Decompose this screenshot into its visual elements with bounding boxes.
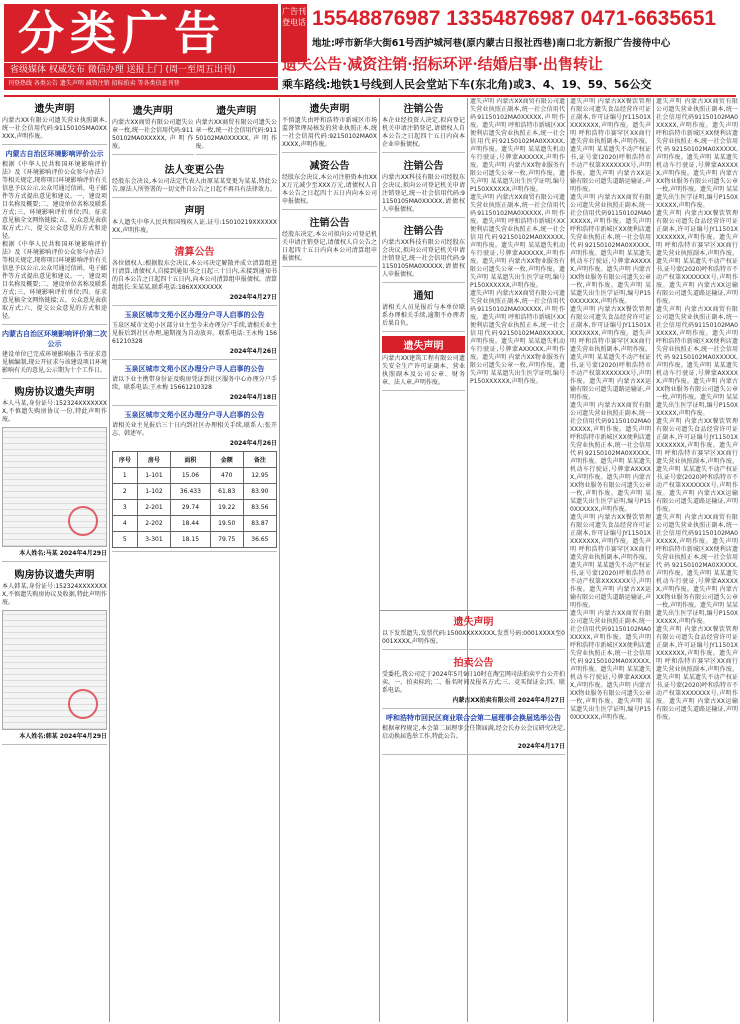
table-row [113, 500, 277, 516]
notice-body: 遗失声明 内蒙古XX餐饮管理有限公司遗失食品经营许可证正副本,许可证编号JY11501XXXXXXXX,声明作废。遗失声明 呼和浩特市赛罕区XX商行遗失营业执照副本,声明作废。遗失声明 某某遗失不动产权证书,证号蒙(2020)呼和浩特市不动产权第XXXXXXX号,声明作废。遗失声明 内蒙古XX运输有限公司遗失道路运输证,声明作废。 [656, 626, 738, 721]
notice [382, 222, 465, 283]
notice [382, 287, 465, 332]
notice-body: 本人韩某,身份证号:152324XXXXXXXX,不慎遗失购房协议及收据,特此声明作废。 [2, 583, 107, 606]
notice-body: 遗失声明 内蒙古XX餐饮管理有限公司遗失食品经营许可证正副本,许可证编号JY11501XXXXXXXX,声明作废。遗失声明 呼和浩特市赛罕区XX商行遗失营业执照副本,声明作废。遗失声明 某某遗失不动产权证书,证号蒙(2020)呼和浩特市不动产权第XXXXXXX号,声明作废。遗失声明 内蒙古XX运输有限公司遗失道路运输证,声明作废。 [570, 98, 651, 193]
notice-title: 清算公告 [174, 247, 215, 258]
notice [282, 214, 377, 267]
notice-body: 遗失声明 内蒙古XX商贸有限公司遗失营业执照正副本,统一社会信用代码91150102MA0XXXXX,声明作废。遗失声明 呼和浩特市新城区XX便利店遗失营业执照正本,统一社会信用代码92150102MA0XXXXX,声明作废。遗失声明 某某遗失机动车行驶证,号牌蒙AXXXXX,声明作废。遗失声明 内蒙古XX物业服务有限公司遗失公章一枚,声明作废。遗失声明 某某遗失出生医学证明,编号P150XXXXXX,声明作废。 [470, 290, 565, 385]
notice [382, 654, 565, 709]
notice-body: 根据《中华人民共和国环境影响评价法》及《环境影响评价公众参与办法》等相关规定,现将项目环境影响评价有关信息予以公示,公众可通过信函、电子邮件等方式提出意见和建议。一、建设项目名称及概要;二、建设单位名称及联系方式;三、环境影响评价单位;四、征求意见稿全文网络链接;五、公众意见表获取方式;六、提交公众意见的方式和途径。 [2, 161, 107, 240]
table-cell: 83.87 [243, 516, 276, 532]
notice-body: 遗失声明 内蒙古XX商贸有限公司遗失营业执照正副本,统一社会信用代码91150102MA0XXXXX,声明作废。遗失声明 呼和浩特市新城区XX便利店遗失营业执照正本,统一社会信用代码92150102MA0XXXXX,声明作废。遗失声明 某某遗失机动车行驶证,号牌蒙AXXXXX,声明作废。遗失声明 内蒙古XX物业服务有限公司遗失公章一枚,声明作废。遗失声明 某某遗失出生医学证明,编号P150XXXXXX,声明作废。 [570, 194, 651, 305]
table-cell: 1-101 [137, 468, 171, 484]
notice-title: 购房协议遗失声明 [14, 570, 95, 581]
table-header-cell: 备注 [243, 452, 276, 468]
notice [112, 243, 277, 306]
notice-body: 内蒙古XX建筑工程有限公司遗失安全生产许可证副本、营业执照副本及公司公章、财务章、法人章,声明作废。 [382, 355, 465, 386]
table-header-cell: 金额 [210, 452, 243, 468]
notice [112, 100, 194, 155]
notice-title: 遗失声明 [216, 106, 257, 117]
notice-body: 以下发票遗失,发票代码:1500XXXXXXXX,发票号码:0001XXXX至0001XXXX,声明作废。 [382, 630, 565, 645]
table-cell: 19.22 [210, 500, 243, 516]
table-cell: 2 [113, 484, 138, 500]
notice-title: 注销公告 [403, 161, 444, 172]
notice [112, 310, 277, 360]
table-cell: 36.433 [171, 484, 210, 500]
notice-title: 遗失声明 [382, 336, 465, 353]
notice-body: 玉泉区城市文苑小区部分业主至今未办理分户手续,请相关业主见报后到社区办理,逾期视为自动放弃。联系电话:王永梅 15661210328 [112, 322, 277, 345]
table-cell: 3-301 [137, 532, 171, 548]
column-1 [0, 98, 110, 1022]
notice-title: 购房协议遗失声明 [14, 387, 95, 398]
notice-body: 内蒙古XX商贸有限公司遗失公章一枚,统一社会信用代码:91150102MA0XXXXX,声明作废。 [112, 119, 194, 150]
table-row [113, 484, 277, 500]
table-cell: 29.74 [171, 500, 210, 516]
notice-title: 通知 [413, 291, 434, 302]
table-cell: 1 [113, 468, 138, 484]
notice-signature: 内蒙古XX拍卖有限公司 2024年4月27日 [452, 697, 565, 704]
notice-body: 不慎遗失由呼和浩特市新城区市场监督管理局核发的营业执照正本,统一社会信用代码:92150102MA0XXXXX,声明作废。 [282, 117, 377, 148]
table-cell: 19.50 [210, 516, 243, 532]
masthead [0, 0, 740, 95]
notice-body: 请相关人员见报后与本单位联系办理相关手续,逾期不办理者后果自负。 [382, 304, 465, 327]
notice-title: 内蒙古自治区环境影响评价公示 [5, 149, 104, 158]
table-header-cell: 面积 [171, 452, 210, 468]
notice-body: 遗失声明 内蒙古XX商贸有限公司遗失营业执照正副本,统一社会信用代码91150102MA0XXXXX,声明作废。遗失声明 呼和浩特市新城区XX便利店遗失营业执照正本,统一社会信用代码92150102MA0XXXXX,声明作废。遗失声明 某某遗失机动车行驶证,号牌蒙AXXXXX,声明作废。遗失声明 内蒙古XX物业服务有限公司遗失公章一枚,声明作废。遗失声明 某某遗失出生医学证明,编号P150XXXXXX,声明作废。 [656, 306, 738, 417]
notice-body: 遗失声明 内蒙古XX商贸有限公司遗失营业执照正副本,统一社会信用代码91150102MA0XXXXX,声明作废。遗失声明 呼和浩特市新城区XX便利店遗失营业执照正本,统一社会信用代码92150102MA0XXXXX,声明作废。遗失声明 某某遗失机动车行驶证,号牌蒙AXXXXX,声明作废。遗失声明 内蒙古XX物业服务有限公司遗失公章一枚,声明作废。遗失声明 某某遗失出生医学证明,编号P150XXXXXX,声明作废。 [656, 98, 738, 209]
notice [2, 383, 107, 562]
tagline: 省级媒体 权威发布 微信办理 送报上门 (周一至周五出刊) [4, 63, 278, 77]
notice-body: 遗失声明 内蒙古XX餐饮管理有限公司遗失食品经营许可证正副本,许可证编号JY11501XXXXXXXX,声明作废。遗失声明 呼和浩特市赛罕区XX商行遗失营业执照副本,声明作废。遗失声明 某某遗失不动产权证书,证号蒙(2020)呼和浩特市不动产权第XXXXXXX号,声明作废。遗失声明 内蒙古XX运输有限公司遗失道路运输证,声明作废。 [570, 306, 651, 401]
notice [2, 100, 107, 145]
notice-signature: 本人姓名:韩某 2024年4月29日 [19, 733, 107, 740]
notice-title: 注销公告 [403, 104, 444, 115]
notice-title: 减资公告 [309, 161, 350, 172]
table-cell: 5 [113, 532, 138, 548]
notice-body: 遗失声明 内蒙古XX餐饮管理有限公司遗失食品经营许可证正副本,许可证编号JY11501XXXXXXXX,声明作废。遗失声明 呼和浩特市赛罕区XX商行遗失营业执照副本,声明作废。遗失声明 某某遗失不动产权证书,证号蒙(2020)呼和浩特市不动产权第XXXXXXX号,声明作废。遗失声明 内蒙古XX运输有限公司遗失道路运输证,声明作废。 [570, 514, 651, 609]
notice-body: 本企业经投资人决定,拟向登记机关申请注销登记,请债权人自本公告之日起四十五日内向本企业申报债权。 [382, 117, 465, 148]
notice-title: 遗失声明 [132, 106, 173, 117]
table-cell: 83.56 [243, 500, 276, 516]
notice-body: 请相关业主见报后三十日内到社区办理相关手续,联系人:张开志、韩述军。 [112, 422, 277, 437]
notice-body: 遗失声明 内蒙古XX餐饮管理有限公司遗失食品经营许可证正副本,许可证编号JY11501XXXXXXXX,声明作废。遗失声明 呼和浩特市赛罕区XX商行遗失营业执照副本,声明作废。遗失声明 某某遗失不动产权证书,证号蒙(2020)呼和浩特市不动产权第XXXXXXX号,声明作废。遗失声明 内蒙古XX运输有限公司遗失道路运输证,声明作废。 [656, 210, 738, 305]
notice [282, 157, 377, 210]
table-cell: 18.15 [171, 532, 210, 548]
notice-title: 遗失声明 [309, 104, 350, 115]
table-cell: 2-202 [137, 516, 171, 532]
notice-title: 声明 [184, 206, 205, 217]
table-body [113, 468, 277, 548]
notice [196, 100, 278, 155]
notice [2, 149, 107, 325]
notice-body: 建设单位已完成环境影响报告书征求意见稿编制,现公开征求与该建设项目环境影响有关的意见,公示期为十个工作日。 [2, 351, 107, 374]
notice-body: 经股东决定,本公司拟向公司登记机关申请注销登记,请债权人自公告之日起四十五日内向本公司清算组申报债权。 [282, 231, 377, 262]
bus-route: 乘车路线:地铁1号线到人民会堂站下车(东北角)或3、4、19、59、56公交 [282, 78, 652, 91]
column-3 [280, 98, 380, 1022]
column-2 [110, 98, 280, 1022]
notice [2, 329, 107, 379]
notice-title: 内蒙古自治区环境影响评价第二次公示 [2, 329, 107, 348]
table-cell: 61.83 [210, 484, 243, 500]
notice-title: 遗失声明 [453, 617, 494, 628]
subline: 刊登热线 各类公告 遗失声明 减资注销 招标拍卖 等各类信息刊登 [4, 78, 278, 90]
phone-numbers: 15548876987 13354876987 0471-6635651 [312, 7, 717, 30]
table-row [113, 516, 277, 532]
document-image [2, 427, 107, 547]
notice-body: 遗失声明 内蒙古XX商贸有限公司遗失营业执照正副本,统一社会信用代码91150102MA0XXXXX,声明作废。遗失声明 呼和浩特市新城区XX便利店遗失营业执照正本,统一社会信用代码92150102MA0XXXXX,声明作废。遗失声明 某某遗失机动车行驶证,号牌蒙AXXXXX,声明作废。遗失声明 内蒙古XX物业服务有限公司遗失公章一枚,声明作废。遗失声明 某某遗失出生医学证明,编号P150XXXXXX,声明作废。 [570, 402, 651, 513]
notice-signature: 2024年4月27日 [229, 294, 277, 301]
table-cell: 36.65 [243, 532, 276, 548]
notice-body: 遗失声明 内蒙古XX商贸有限公司遗失营业执照正副本,统一社会信用代码91150102MA0XXXXX,声明作废。遗失声明 呼和浩特市新城区XX便利店遗失营业执照正本,统一社会信用代码92150102MA0XXXXX,声明作废。遗失声明 某某遗失机动车行驶证,号牌蒙AXXXXX,声明作废。遗失声明 内蒙古XX物业服务有限公司遗失公章一枚,声明作废。遗失声明 某某遗失出生医学证明,编号P150XXXXXX,声明作废。 [470, 98, 565, 193]
table-cell: 18.44 [171, 516, 210, 532]
notice-body: 内蒙古XX科技有限公司经股东会决议,拟向公司登记机关申请注销登记,统一社会信用代码:91150105MA0XXXXX,请债权人申报债权。 [382, 239, 465, 278]
notice-body: 经股东会决议,本公司法定代表人由原某某变更为某某,特此公告,原法人所签署的一切文件自公告之日起不再具有法律效力。 [112, 178, 277, 193]
table-row [113, 468, 277, 484]
notice [112, 410, 277, 552]
notice-title: 玉泉区城市文苑小区办理分户寻人启事的公告 [124, 410, 265, 419]
table-cell: 3 [113, 500, 138, 516]
table-cell: 1-102 [137, 484, 171, 500]
table-header-cell: 房号 [137, 452, 171, 468]
table-cell: 79.75 [210, 532, 243, 548]
notice [382, 157, 465, 218]
notice-body: 受委托,我公司定于2024年5月9日10时在淘宝网司法拍卖平台公开拍卖。一、拍卖标的;二、报名时间及报名方式;三、竞买保证金;四、联系电话。 [382, 671, 565, 694]
table-cell: 2-201 [137, 500, 171, 516]
table-row [113, 532, 277, 548]
lower-block [380, 610, 568, 1022]
column-5 [468, 98, 568, 610]
column-6 [568, 98, 654, 1022]
table-cell: 83.90 [243, 484, 276, 500]
notice-body: 本人马某,身份证号:152324XXXXXXXX,不慎遗失购房协议一份,特此声明作废。 [2, 400, 107, 423]
notice-body: 遗失声明 内蒙古XX商贸有限公司遗失营业执照正副本,统一社会信用代码91150102MA0XXXXX,声明作废。遗失声明 呼和浩特市新城区XX便利店遗失营业执照正本,统一社会信用代码92150102MA0XXXXX,声明作废。遗失声明 某某遗失机动车行驶证,号牌蒙AXXXXX,声明作废。遗失声明 内蒙古XX物业服务有限公司遗失公章一枚,声明作废。遗失声明 某某遗失出生医学证明,编号P150XXXXXX,声明作废。 [470, 194, 565, 289]
notice-title: 拍卖公告 [453, 658, 494, 669]
notice-title: 呼和浩特市回民区商业联合会第二届理事会换届选举公告 [386, 713, 561, 722]
notice [382, 336, 465, 391]
notice-body: 遗失声明 内蒙古XX商贸有限公司遗失营业执照正副本,统一社会信用代码91150102MA0XXXXX,声明作废。遗失声明 呼和浩特市新城区XX便利店遗失营业执照正本,统一社会信用代码92150102MA0XXXXX,声明作废。遗失声明 某某遗失机动车行驶证,号牌蒙AXXXXX,声明作废。遗失声明 内蒙古XX物业服务有限公司遗失公章一枚,声明作废。遗失声明 某某遗失出生医学证明,编号P150XXXXXX,声明作废。 [656, 514, 738, 625]
notice [112, 202, 277, 239]
side-tag: 广告刊登电话 [281, 4, 307, 62]
table-cell: 470 [210, 468, 243, 484]
notice-title: 玉泉区城市文苑小区办理分户寻人启事的公告 [124, 364, 265, 373]
notice-body: 内蒙古XX商贸有限公司遗失公章一枚,统一社会信用代码:91150102MA0XXXXX,声明作废。 [195, 119, 277, 150]
notice-body: 各位债权人:根据股东会决议,本公司决定解散并成立清算组进行清算,请债权人自接到通知书之日起三十日内,未接到通知书的自本公告之日起四十五日内,向本公司清算组申报债权。清算组组长:朱某某,联系电话:186XXXXXXXX [112, 260, 277, 291]
notice-body: 遗失声明 内蒙古XX餐饮管理有限公司遗失食品经营许可证正副本,许可证编号JY11501XXXXXXXX,声明作废。遗失声明 呼和浩特市赛罕区XX商行遗失营业执照副本,声明作废。遗失声明 某某遗失不动产权证书,证号蒙(2020)呼和浩特市不动产权第XXXXXXX号,声明作废。遗失声明 内蒙古XX运输有限公司遗失道路运输证,声明作废。 [656, 418, 738, 513]
table-cell: 12.95 [243, 468, 276, 484]
seal-icon [68, 506, 98, 536]
notice-body: 请以下业主携带身份证及购房凭证到社区服务中心办理分户手续。联系电话:王永梅 15661210328 [112, 376, 277, 391]
slogan: 遗失公告·减资注销·招标环评·结婚启事·出售转让 [282, 55, 603, 73]
notice-body: 根据章程规定,本会第二届理事会任期届满,经会长办公会议研究决定,启动换届选举工作,特此公告。 [382, 725, 565, 740]
notice [282, 100, 377, 153]
notice-body: 根据《中华人民共和国环境影响评价法》及《环境影响评价公众参与办法》等相关规定,现将项目环境影响评价有关信息予以公示,公众可通过信函、电子邮件等方式提出意见和建议。一、建设项目名称及概要;二、建设单位名称及联系方式;三、环境影响评价单位;四、征求意见稿全文网络链接;五、公众意见表获取方式;六、提交公众意见的方式和途径。 [2, 241, 107, 320]
notice-body: 内蒙古XX有限公司遗失营业执照副本,统一社会信用代码:91150105MA0XXXXX,声明作废。 [2, 117, 107, 140]
notice-body: 内蒙古XX科技有限公司经股东会决议,拟向公司登记机关申请注销登记,统一社会信用代码:91150105MA0XXXXX,请债权人申报债权。 [382, 174, 465, 213]
notice-title: 注销公告 [403, 226, 444, 237]
notice-signature: 2024年4月17日 [517, 743, 565, 750]
notice [382, 713, 565, 755]
notice-title: 注销公告 [309, 218, 350, 229]
data-table [112, 451, 277, 548]
table-cell: 15.06 [171, 468, 210, 484]
page-title: 分类广告 [4, 4, 278, 62]
notice [382, 100, 465, 153]
notice-body: 本人遗失中华人民共和国残疾人证,证号:15010219XXXXXXXX,声明作废。 [112, 219, 277, 234]
notice-signature: 2024年4月26日 [229, 348, 277, 355]
notice-signature: 本人姓名:马某 2024年4月29日 [19, 550, 107, 557]
notice-body: 遗失声明 内蒙古XX商贸有限公司遗失营业执照正副本,统一社会信用代码91150102MA0XXXXX,声明作废。遗失声明 呼和浩特市新城区XX便利店遗失营业执照正本,统一社会信用代码92150102MA0XXXXX,声明作废。遗失声明 某某遗失机动车行驶证,号牌蒙AXXXXX,声明作废。遗失声明 内蒙古XX物业服务有限公司遗失公章一枚,声明作废。遗失声明 某某遗失出生医学证明,编号P150XXXXXX,声明作废。 [570, 610, 651, 721]
notice-signature: 2024年4月26日 [229, 440, 277, 447]
notice [112, 364, 277, 406]
notice-title: 遗失声明 [34, 104, 75, 115]
seal-icon [68, 689, 98, 719]
table-header-cell: 序号 [113, 452, 138, 468]
column-7 [654, 98, 740, 1022]
notice-signature: 2024年4月18日 [229, 394, 277, 401]
table-header-row [113, 452, 277, 468]
notice [2, 566, 107, 745]
address: 地址:呼市新华大街61号西护城河巷(原内蒙古日报社西巷)南口北方新报广告接待中心 [312, 38, 671, 49]
notice-body: 经股东会决议,本公司注册资本由XXX万元减少至XXX万元,请债权人自本公告之日起四十五日内向本公司申报债权。 [282, 174, 377, 205]
document-image [2, 610, 107, 730]
table-cell: 4 [113, 516, 138, 532]
notice-title: 法人变更公告 [164, 165, 225, 176]
notice [382, 613, 565, 650]
notice [112, 161, 277, 198]
header-rule [4, 95, 736, 97]
notice-title: 玉泉区城市文苑小区办理分户寻人启事的公告 [124, 310, 265, 319]
